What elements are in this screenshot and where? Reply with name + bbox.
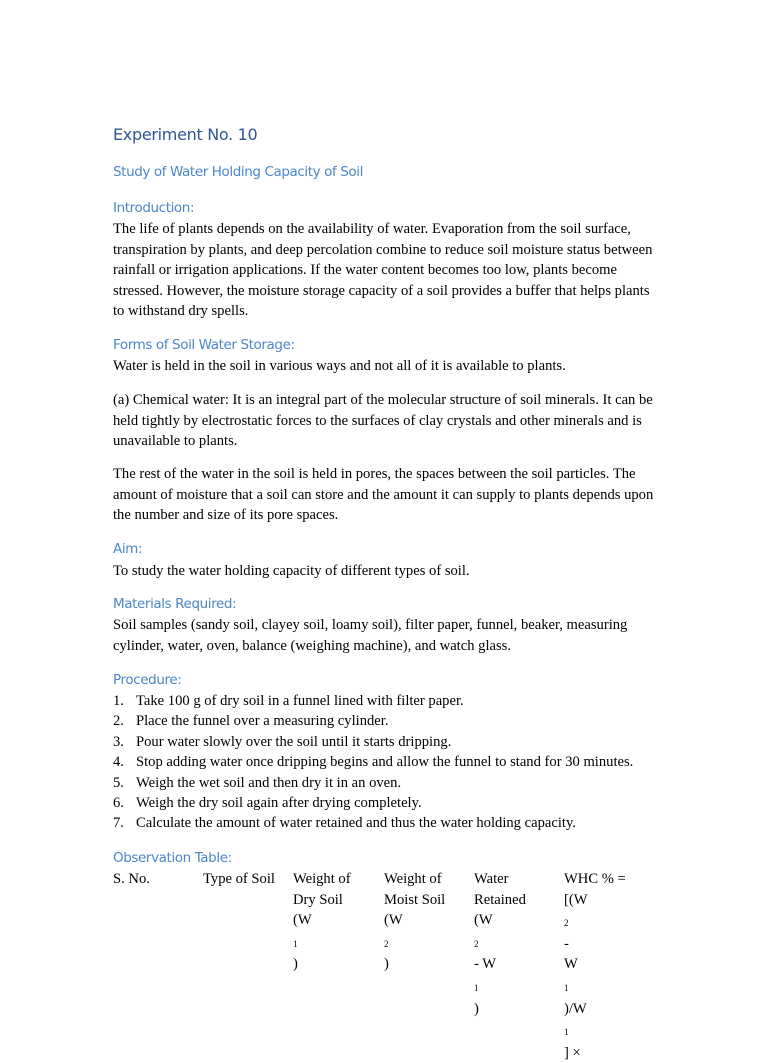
forms-paragraph-1: Water is held in the soil in various ways and not all of it is available to plants. [113, 358, 566, 374]
column-header-dry-weight: Weight of Dry Soil (W $_1$ ) [293, 871, 351, 973]
procedure-list [113, 691, 658, 834]
introduction-text: The life of plants depends on the availability of water. Evaporation from the soil surface, transpiration by plants, and deep percolation combine to reduce soil moisture status between rainfall or irrigation applications. If the water content becomes too low, plants become stressed. However, the moisture storage capacity of a soil provides a buffer that helps plants to withstand dry spells. [113, 221, 653, 320]
forms-heading: Forms of Soil Water Storage: [113, 337, 295, 353]
column-header-sno: S. No. [113, 871, 150, 887]
materials-heading: Materials Required: [113, 596, 237, 612]
list-item: 6. Weigh the dry soil again after drying completely. [113, 795, 422, 812]
column-header-soil-type: Type of Soil [203, 871, 275, 887]
observation-heading: Observation Table: [113, 850, 232, 866]
introduction-heading: Introduction: [113, 200, 195, 216]
list-item: 7. Calculate the amount of water retained and thus the water holding capacity. [113, 815, 576, 832]
procedure-heading: Procedure: [113, 672, 182, 688]
forms-paragraph-3: The rest of the water in the soil is held in pores, the spaces between the soil particles. The amount of moisture that a soil can store and the amount it can supply to plants depends upon the number and size of its pore spaces. [113, 466, 654, 524]
list-item: 2. Place the funnel over a measuring cylinder. [113, 713, 389, 730]
aim-heading: Aim: [113, 541, 143, 557]
experiment-title: Experiment No. 10 [113, 125, 258, 144]
list-item: 3. Pour water slowly over the soil until it starts dripping. [113, 733, 452, 750]
list-item: 5. Weigh the wet soil and then dry it in an oven. [113, 774, 402, 791]
materials-text: Soil samples (sandy soil, clayey soil, loamy soil), filter paper, funnel, beaker, measuring cylinder, water, oven, balance (weighing machine), and watch glass. [113, 617, 628, 654]
column-header-moist-weight: Weight of Moist Soil (W $_2$ ) [384, 871, 446, 973]
list-item: 1. Take 100 g of dry soil in a funnel lined with filter paper. [113, 693, 464, 709]
column-header-water-retained: Water Retained (W $_2$ - W $_1$ ) [474, 871, 526, 1017]
forms-paragraph-2: (a) Chemical water: It is an integral part of the molecular structure of soil minerals. It can be held tightly by electrostatic forces to the surfaces of clay crystals and other minerals and is unavailable to plants. [113, 392, 653, 450]
experiment-subtitle: Study of Water Holding Capacity of Soil [113, 164, 363, 180]
column-header-whc-percent: WHC % = [(W $_2$ - W $_1$ )/W $_1$ ] × [564, 871, 626, 1061]
list-item: 4. Stop adding water once dripping begins and allow the funnel to stand for 30 minutes. [113, 754, 634, 771]
aim-text: To study the water holding capacity of different types of soil. [113, 563, 470, 579]
